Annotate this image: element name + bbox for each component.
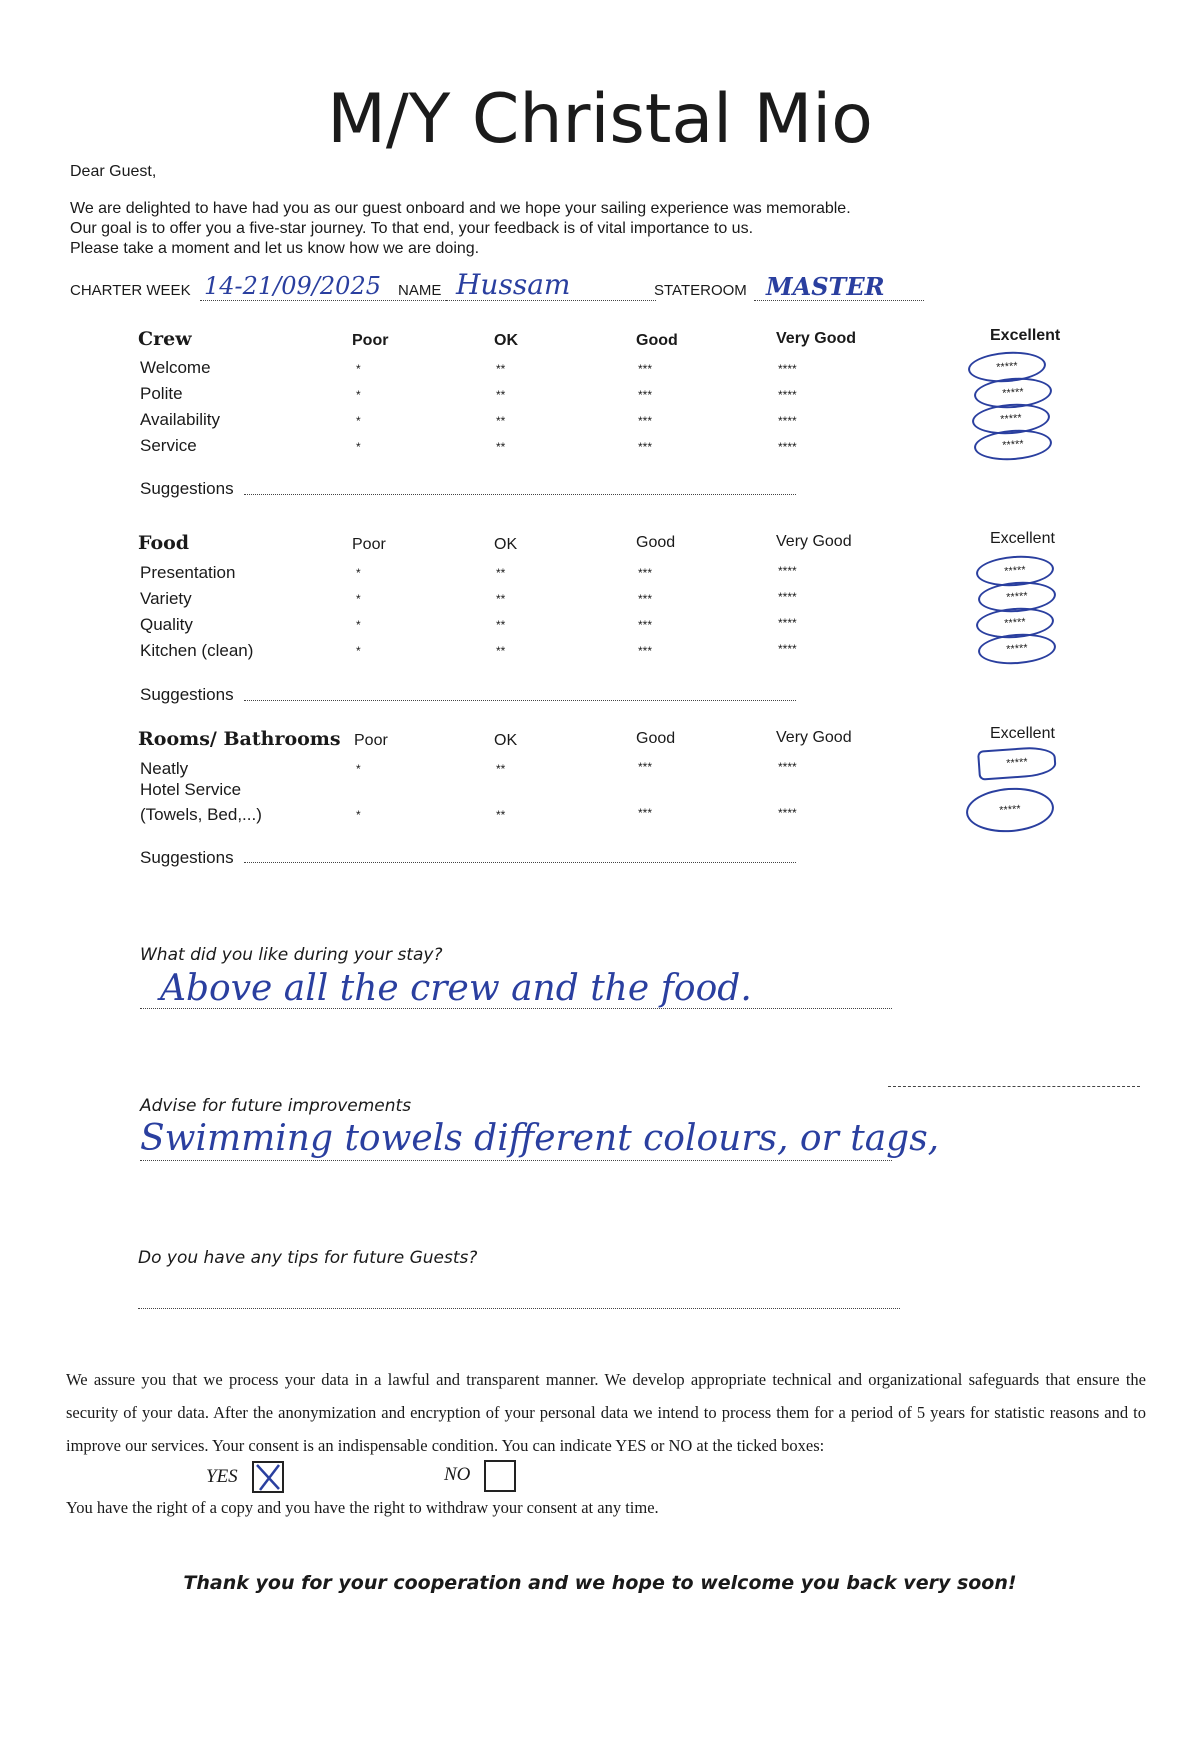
stray-line	[888, 1086, 1140, 1087]
suggestions-line-crew[interactable]	[244, 494, 796, 495]
consent-yes-label: YES	[206, 1466, 238, 1487]
answer-liked[interactable]: Above all the crew and the food.	[160, 968, 752, 1009]
name-label: NAME	[398, 282, 442, 299]
rating-good[interactable]: ***	[638, 440, 653, 454]
rating-good[interactable]: ***	[638, 362, 653, 376]
stateroom-label: STATEROOM	[654, 282, 747, 299]
col-very-good: Very Good	[776, 729, 852, 746]
row-label-service: Service	[140, 436, 197, 455]
charter-info-line	[70, 268, 930, 312]
consent-no-checkbox[interactable]	[484, 1460, 516, 1492]
row-label-variety: Variety	[140, 589, 192, 608]
row-label-quality: Quality	[140, 615, 193, 634]
intro-line-1: We are delighted to have had you as our guest onboard and we hope your sailing experience was memorable.	[70, 200, 851, 217]
rating-poor[interactable]: *	[356, 618, 361, 632]
answer-tips-underline	[138, 1308, 900, 1309]
rating-very-good[interactable]: ****	[778, 590, 797, 604]
rating-very-good[interactable]: ****	[778, 362, 797, 376]
rating-good[interactable]: ***	[638, 644, 653, 658]
col-good: Good	[636, 332, 678, 349]
rating-ok[interactable]: **	[496, 808, 506, 822]
rating-ok[interactable]: **	[496, 388, 506, 402]
rating-ok[interactable]: **	[496, 644, 506, 658]
rating-good[interactable]: ***	[638, 566, 653, 580]
rating-very-good[interactable]: ****	[778, 414, 797, 428]
rating-excellent: *****	[999, 412, 1023, 426]
suggestions-line-rooms[interactable]	[244, 862, 796, 863]
suggestions-line-food[interactable]	[244, 700, 796, 701]
rating-good[interactable]: ***	[638, 592, 653, 606]
answer-improve[interactable]: Swimming towels different colours, or tags,	[140, 1118, 940, 1159]
rating-good[interactable]: ***	[638, 760, 653, 774]
col-good: Good	[636, 730, 676, 747]
charter-week-value[interactable]: 14-21/09/2025	[204, 272, 381, 300]
section-title-food: Food	[138, 532, 190, 554]
suggestions-label-rooms: Suggestions	[140, 848, 234, 867]
rating-excellent: *****	[995, 360, 1019, 374]
consent-yes-checkbox[interactable]	[252, 1461, 284, 1493]
rating-excellent: *****	[998, 803, 1022, 817]
col-poor: Poor	[352, 332, 389, 349]
col-ok: OK	[494, 536, 518, 553]
rating-ok[interactable]: **	[496, 414, 506, 428]
rating-excellent: *****	[1005, 642, 1029, 656]
col-excellent: Excellent	[990, 725, 1055, 742]
charter-week-label: CHARTER WEEK	[70, 282, 191, 299]
row-label-presentation: Presentation	[140, 563, 236, 582]
rating-poor[interactable]: *	[356, 362, 361, 376]
question-tips-label: Do you have any tips for future Guests?	[138, 1248, 478, 1268]
rating-very-good[interactable]: ****	[778, 642, 797, 656]
rating-good[interactable]: ***	[638, 806, 653, 820]
rating-excellent-selected[interactable]	[965, 785, 1056, 835]
row-label-welcome: Welcome	[140, 358, 211, 377]
col-poor: Poor	[354, 732, 388, 749]
section-title-rooms: Rooms/ Bathrooms	[138, 728, 341, 750]
rating-ok[interactable]: **	[496, 566, 506, 580]
rating-excellent-selected[interactable]	[973, 427, 1053, 462]
rating-excellent-selected[interactable]	[977, 631, 1057, 666]
rating-poor[interactable]: *	[356, 644, 361, 658]
rating-very-good[interactable]: ****	[778, 806, 797, 820]
rating-ok[interactable]: **	[496, 762, 506, 776]
rating-excellent: *****	[1001, 386, 1025, 400]
row-label-kitchen: Kitchen (clean)	[140, 641, 254, 660]
thank-you-message: Thank you for your cooperation and we hope to welcome you back very soon!	[183, 1572, 1017, 1594]
rating-very-good[interactable]: ****	[778, 760, 797, 774]
consent-no-label: NO	[444, 1464, 471, 1485]
col-excellent: Excellent	[990, 530, 1055, 547]
rating-poor[interactable]: *	[356, 808, 361, 822]
rating-poor[interactable]: *	[356, 762, 361, 776]
intro-line-2: Our goal is to offer you a five-star journey. To that end, your feedback is of vital importance to us.	[70, 220, 754, 237]
col-excellent: Excellent	[990, 327, 1061, 344]
row-label-neatly: Neatly	[140, 759, 189, 778]
col-ok: OK	[494, 732, 518, 749]
rating-poor[interactable]: *	[356, 414, 361, 428]
rating-excellent-selected[interactable]	[977, 745, 1057, 780]
suggestions-label-food: Suggestions	[140, 685, 234, 704]
rating-poor[interactable]: *	[356, 566, 361, 580]
rating-poor[interactable]: *	[356, 440, 361, 454]
rating-excellent: *****	[1005, 756, 1029, 770]
col-very-good: Very Good	[776, 533, 852, 550]
charter-week-underline	[200, 300, 450, 301]
rights-statement: You have the right of a copy and you have the right to withdraw your consent at any time.	[66, 1498, 659, 1517]
privacy-statement: We assure you that we process your data in a lawful and transparent manner. We develop appropriate technical and organizational safeguards that ensure the security of your data. After the anonymization and encryption of your personal data we intend to process them for a period of 5 years for statistic reasons and to improve our services. Your consent is an indispensable condition. You can indicate YES or NO at the ticked boxes:	[66, 1370, 1146, 1455]
col-ok: OK	[494, 332, 518, 349]
rating-ok[interactable]: **	[496, 592, 506, 606]
rating-poor[interactable]: *	[356, 388, 361, 402]
rating-very-good[interactable]: ****	[778, 616, 797, 630]
col-good: Good	[636, 534, 676, 551]
rating-very-good[interactable]: ****	[778, 388, 797, 402]
row-label-availability: Availability	[140, 410, 221, 429]
intro-line-3: Please take a moment and let us know how we are doing.	[70, 240, 480, 257]
rating-ok[interactable]: **	[496, 362, 506, 376]
stateroom-value[interactable]: MASTER	[766, 272, 885, 301]
row-label-towels-bed: (Towels, Bed,...)	[140, 805, 262, 824]
rating-excellent: *****	[1005, 590, 1029, 604]
rating-good[interactable]: ***	[638, 388, 653, 402]
name-value[interactable]: Hussam	[456, 268, 571, 301]
col-very-good: Very Good	[776, 330, 857, 347]
rating-very-good[interactable]: ****	[778, 440, 797, 454]
col-poor: Poor	[352, 536, 386, 553]
rating-poor[interactable]: *	[356, 592, 361, 606]
greeting: Dear Guest,	[70, 163, 157, 180]
rating-good[interactable]: ***	[638, 414, 653, 428]
rating-good[interactable]: ***	[638, 618, 653, 632]
rating-excellent: *****	[1003, 616, 1027, 630]
rating-excellent: *****	[1001, 438, 1025, 452]
form-title: M/Y Christal Mio	[327, 80, 873, 159]
question-improve-label: Advise for future improvements	[140, 1096, 412, 1116]
check-x-icon	[254, 1463, 282, 1491]
rating-ok[interactable]: **	[496, 440, 506, 454]
row-label-hotel-service: Hotel Service	[140, 780, 242, 799]
section-title-crew: Crew	[138, 328, 192, 350]
suggestions-label-crew: Suggestions	[140, 479, 234, 498]
rating-ok[interactable]: **	[496, 618, 506, 632]
answer-improve-underline	[140, 1160, 892, 1161]
question-liked-label: What did you like during your stay?	[140, 945, 443, 965]
answer-liked-underline	[140, 1008, 892, 1009]
rating-very-good[interactable]: ****	[778, 564, 797, 578]
rating-excellent: *****	[1003, 564, 1027, 578]
row-label-polite: Polite	[140, 384, 183, 403]
